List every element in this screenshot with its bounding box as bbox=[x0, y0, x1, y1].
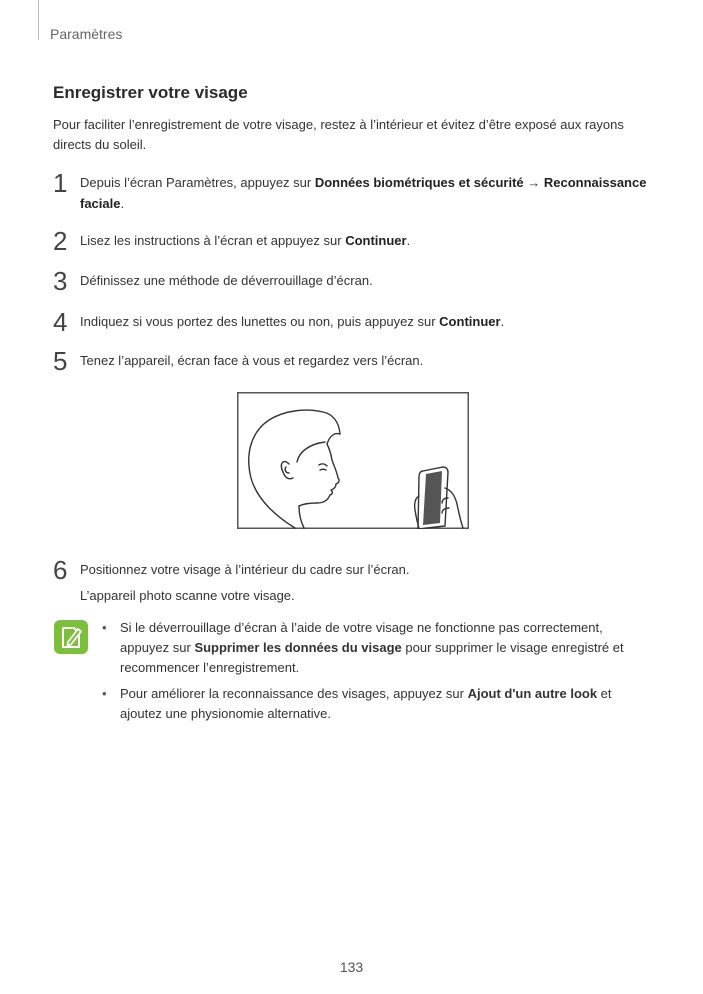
bullet: • bbox=[102, 620, 107, 635]
step-number: 2 bbox=[53, 226, 68, 256]
step-text: Tenez l’appareil, écran face à vous et regardez vers l’écran. bbox=[80, 353, 424, 368]
step-number: 3 bbox=[53, 266, 68, 296]
step-text: Positionnez votre visage à l’intérieur du cadre sur l’écran. bbox=[80, 562, 410, 577]
step-text: Indiquez si vous portez des lunettes ou non, puis appuyez sur Continuer. bbox=[80, 314, 505, 329]
note-pencil-icon bbox=[54, 620, 88, 654]
header-section-label: Paramètres bbox=[50, 26, 123, 42]
header-divider bbox=[38, 0, 39, 40]
step-6-result: L’appareil photo scanne votre visage. bbox=[80, 588, 295, 603]
button-name: Continuer bbox=[439, 314, 501, 329]
section-intro: Pour faciliter l’enregistrement de votre visage, restez à l’intérieur et évitez d’être exposé aux rayons directs du soleil. bbox=[53, 117, 624, 152]
step-number: 1 bbox=[53, 168, 68, 198]
step-text: Depuis l’écran Paramètres, appuyez sur Données biométriques et sécurité → Reconnaissance faciale. bbox=[80, 175, 647, 211]
step-number: 5 bbox=[53, 346, 68, 376]
face-recognition-illustration bbox=[237, 392, 469, 529]
note-item: • Pour améliorer la reconnaissance des visages, appuyez sur Ajout d'un autre look et ajoutez une physionomie alternative. bbox=[102, 686, 612, 721]
setting-name: Données biométriques et sécurité bbox=[314, 175, 524, 190]
button-name: Supprimer les données du visage bbox=[194, 640, 402, 655]
button-name: Ajout d'un autre look bbox=[467, 686, 598, 701]
button-name: Continuer bbox=[345, 233, 407, 248]
setting-name: Reconnaissance faciale bbox=[80, 175, 647, 211]
step-text: Définissez une méthode de déverrouillage d’écran. bbox=[80, 273, 373, 288]
note-item: • Si le déverrouillage d’écran à l’aide de votre visage ne fonctionne pas correctement, appuyez sur Supprimer les données du visage pour supprimer le visage enregistré et recommencer l’enregistrement. bbox=[102, 620, 624, 675]
step-text: Lisez les instructions à l’écran et appuyez sur Continuer. bbox=[80, 233, 411, 248]
step-number: 6 bbox=[53, 555, 68, 585]
step-number: 4 bbox=[53, 307, 68, 337]
notes-list bbox=[102, 618, 647, 730]
bullet: • bbox=[102, 686, 107, 701]
section-title: Enregistrer votre visage bbox=[53, 83, 248, 102]
page-number: 133 bbox=[339, 959, 364, 975]
